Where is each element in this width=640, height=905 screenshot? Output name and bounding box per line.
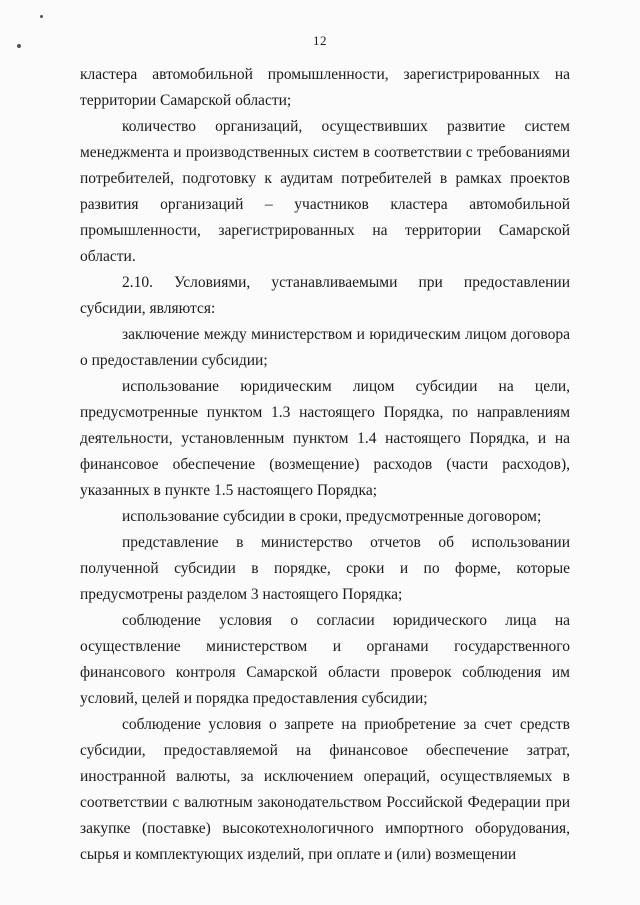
- paragraph: использование юридическим лицом субсидии на цели, предусмотренные пунктом 1.3 настоящего Порядка, по направлениям деятельности, установленным пунктом 1.4 настоящего Порядка, и на финансовое обеспечение (возмещение) расходов (части расходов), указанных в пункте 1.5 настоящего Порядка;: [80, 378, 570, 499]
- page-number: 12: [313, 33, 327, 48]
- paragraph: количество организаций, осуществивших развитие систем менеджмента и производственных систем в соответствии с требованиями потребителей, подготовку к аудитам потребителей в рамках проектов развития организаций – участников кластера автомобильной промышленности, зарегистрированных на территории Самарской области.: [80, 118, 570, 265]
- scan-speck: [40, 15, 43, 18]
- paragraph: кластера автомобильной промышленности, зарегистрированных на территории Самарской области;: [80, 66, 570, 109]
- paragraph: соблюдение условия о запрете на приобретение за счет средств субсидии, предоставляемой на финансовое обеспечение затрат, иностранной валюты, за исключением операций, осуществляемых в соответствии с валютным законодательством Российской Федерации при закупке (поставке) высокотехнологичного импортного оборудования, сырья и комплектующих изделий, при оплате и (или) возмещении: [80, 716, 570, 863]
- document-body: [80, 62, 570, 868]
- paragraph-section-2-10: 2.10. Условиями, устанавливаемыми при предоставлении субсидии, являются:: [80, 274, 570, 317]
- paragraph: заключение между министерством и юридическим лицом договора о предоставлении субсидии;: [80, 326, 570, 369]
- paragraph: представление в министерство отчетов об использовании полученной субсидии в порядке, сроки и по форме, которые предусмотрены разделом 3 настоящего Порядка;: [80, 534, 570, 603]
- paragraph: соблюдение условия о согласии юридического лица на осуществление министерством и органами государственного финансового контроля Самарской области проверок соблюдения им условий, целей и порядка предоставления субсидии;: [80, 612, 570, 707]
- paragraph: использование субсидии в сроки, предусмотренные договором;: [122, 508, 542, 525]
